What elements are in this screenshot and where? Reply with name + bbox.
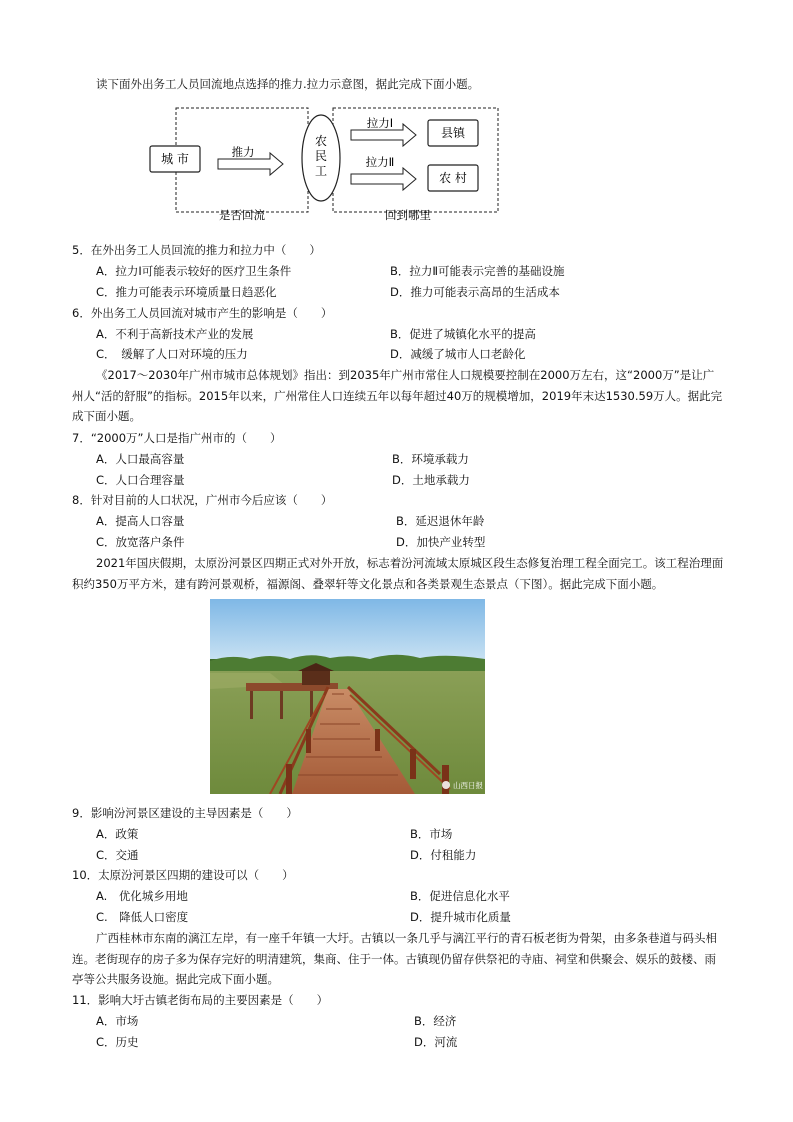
push-pull-diagram xyxy=(140,100,510,224)
q7-option-b[interactable]: B．环境承载力 xyxy=(392,452,469,466)
q10-option-b[interactable]: B．促进信息化水平 xyxy=(410,889,510,903)
q7-option-c[interactable]: C．人口合理容量 xyxy=(96,473,185,487)
bridge-photo-illustration xyxy=(210,599,485,794)
q11-stem: 11．影响大圩古镇老街布局的主要因素是（ ） xyxy=(72,993,329,1007)
pull1-label: 拉力Ⅰ xyxy=(366,116,394,130)
pull2-arrow xyxy=(351,168,416,190)
q9-option-a[interactable]: A．政策 xyxy=(96,827,139,841)
q7-option-a[interactable]: A．人口最高容量 xyxy=(96,452,185,466)
q8-option-c[interactable]: C．放宽落户条件 xyxy=(96,535,185,549)
q6-stem: 6．外出务工人员回流对城市产生的影响是（ ） xyxy=(72,306,333,320)
q5-stem: 5．在外出务工人员回流的推力和拉力中（ ） xyxy=(72,243,321,257)
q5-option-c[interactable]: C．推力可能表示环境质量日趋恶化 xyxy=(96,285,277,299)
intro-text-1: 读下面外出务工人员回流地点选择的推力.拉力示意图，据此完成下面小题。 xyxy=(96,77,480,91)
q11-option-c[interactable]: C．历史 xyxy=(96,1035,139,1049)
q9-stem: 9．影响汾河景区建设的主导因素是（ ） xyxy=(72,806,298,820)
q10-stem: 10．太原汾河景区四期的建设可以（ ） xyxy=(72,868,294,882)
county-label: 县镇 xyxy=(440,126,466,140)
intro-text-4: 广西桂林市东南的漓江左岸，有一座千年镇一大圩。古镇以一条几乎与漓江平行的青石板老街为骨架，由多条巷道与码头相连。老街现存的房子多为保存完好的明清建筑，集商、住于一体。古镇现仍留存供祭祀的寺庙、祠堂和供聚会、娱乐的鼓楼、雨亭等公共服务设施。据此完成下面小题。 xyxy=(72,931,717,986)
intro-text-2: 《2017～2030年广州市城市总体规划》指出：到2035年广州市常住人口规模要控制在2000万左右，这“2000万”是让广州人“活的舒服”的指标。2015年以来，广州常住人口连续五年以每年超过40万的规模增加，2019年末达1530.59万人。据此完成下面小题。 xyxy=(72,368,723,423)
push-label: 推力 xyxy=(231,145,255,159)
q6-option-d[interactable]: D．减缓了城市人口老龄化 xyxy=(390,347,526,361)
q8-stem: 8．针对目前的人口状况，广州市今后应该（ ） xyxy=(72,493,333,507)
q11-option-a[interactable]: A．市场 xyxy=(96,1014,139,1028)
worker-label-3: 工 xyxy=(314,164,328,178)
q9-option-b[interactable]: B．市场 xyxy=(410,827,453,841)
q6-option-a[interactable]: A．不利于高新技术产业的发展 xyxy=(96,327,254,341)
q7-stem: 7．“2000万”人口是指广州市的（ ） xyxy=(72,431,282,445)
q6-option-b[interactable]: B．促进了城镇化水平的提高 xyxy=(390,327,536,341)
worker-label-2: 民 xyxy=(314,149,328,163)
q5-option-b[interactable]: B．拉力Ⅱ可能表示完善的基础设施 xyxy=(390,264,565,278)
photo-watermark: 山西日报 xyxy=(453,781,483,790)
q9-option-d[interactable]: D．付租能力 xyxy=(410,848,477,862)
intro-text-3: 2021年国庆假期，太原汾河景区四期正式对外开放，标志着汾河流域太原城区段生态修复治理工程全面完工。该工程治理面积约350万平方米，建有跨河景观桥，福源阁、叠翠轩等文化景点和各类景观生态景点（下图）。据此完成下面小题。 xyxy=(72,556,724,591)
q7-option-d[interactable]: D．土地承载力 xyxy=(392,473,470,487)
city-label: 城 市 xyxy=(161,152,189,166)
q9-option-c[interactable]: C．交通 xyxy=(96,848,139,862)
worker-label-1: 农 xyxy=(314,134,328,148)
pull2-label: 拉力Ⅱ xyxy=(365,155,395,169)
fen-river-bridge-photo xyxy=(210,599,485,794)
q11-option-b[interactable]: B．经济 xyxy=(414,1014,457,1028)
q8-option-a[interactable]: A．提高人口容量 xyxy=(96,514,185,528)
q10-option-d[interactable]: D．提升城市化质量 xyxy=(410,910,511,924)
q8-option-b[interactable]: B．延迟退休年龄 xyxy=(396,514,485,528)
q5-option-d[interactable]: D．推力可能表示高昂的生活成本 xyxy=(390,285,560,299)
q10-option-c[interactable]: C. 降低人口密度 xyxy=(96,910,189,924)
q8-option-d[interactable]: D．加快产业转型 xyxy=(396,535,486,549)
q5-option-a[interactable]: A．拉力Ⅰ可能表示较好的医疗卫生条件 xyxy=(96,264,292,278)
q11-option-d[interactable]: D．河流 xyxy=(414,1035,458,1049)
q6-option-c[interactable]: C． 缓解了人口对环境的压力 xyxy=(96,347,248,361)
left-caption: 是否回流 xyxy=(219,208,265,222)
right-caption: 回到哪里 xyxy=(385,208,431,222)
village-label: 农 村 xyxy=(439,171,467,185)
q10-option-a[interactable]: A. 优化城乡用地 xyxy=(96,889,188,903)
